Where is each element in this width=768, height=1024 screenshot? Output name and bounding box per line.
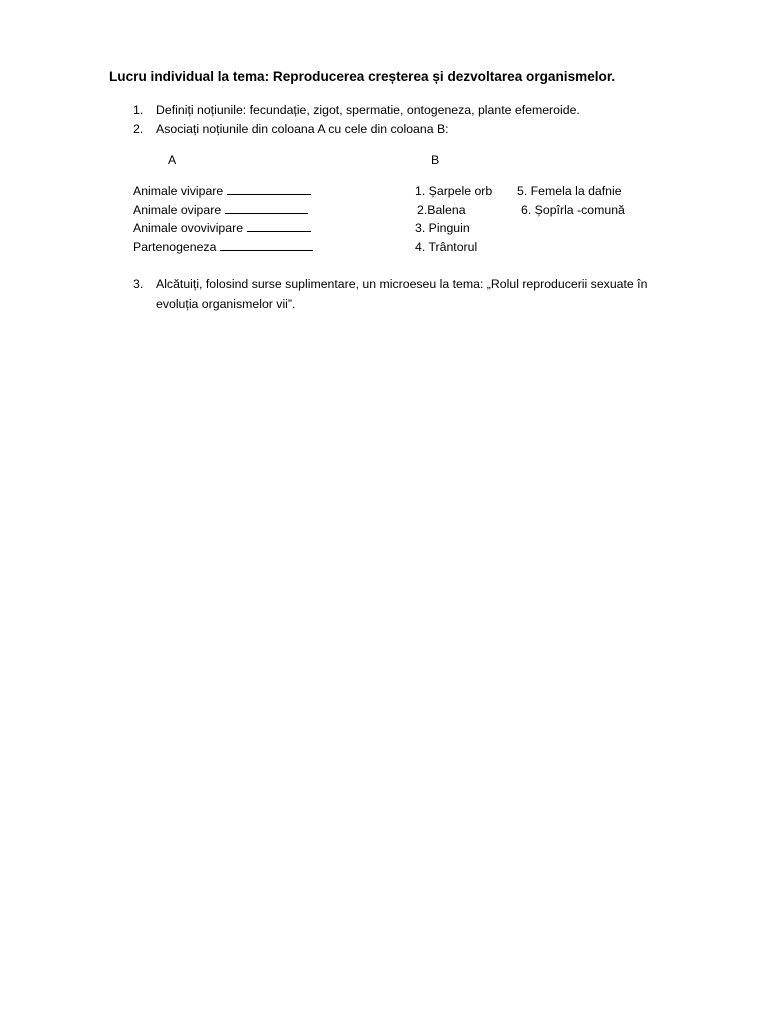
answer-blank[interactable] [225,202,308,214]
column-a-item-label: Animale ovovivipare [133,221,244,235]
task-3-text: Alcătuiți, folosind surse suplimentare, un microeseu la tema: „Rolul reproducerii sexuate în [156,277,648,291]
task-2-number: 2. [133,122,144,136]
column-a-item-label: Animale vivipare [133,184,224,198]
column-a-item-label: Partenogeneza [133,240,217,254]
column-b-item: 4. Trântorul [415,240,478,254]
answer-blank[interactable] [220,239,313,251]
answer-blank[interactable] [247,220,311,232]
task-3-number: 3. [133,277,144,291]
task-1-number: 1. [133,103,144,117]
document-title: Lucru individual la tema: Reproducerea creșterea și dezvoltarea organismelor. [109,69,616,84]
column-a-item [133,239,313,255]
answer-blank[interactable] [227,183,311,195]
column-a-item [133,183,311,199]
column-b-item: 5. Femela la dafnie [517,184,622,198]
column-a-item [133,220,311,236]
column-b-item: 3. Pinguin [415,221,470,235]
column-b-header: B [431,153,440,167]
task-1-text: Definiți noțiunile: fecundație, zigot, spermatie, ontogeneza, plante efemeroide. [156,103,580,117]
column-b-item: 6. Șopîrla -comună [521,203,625,217]
task-2-text: Asociați noțiunile din coloana A cu cele din coloana B: [156,122,449,136]
column-b-item: 1. Șarpele orb [415,184,493,198]
column-a-header: A [168,153,177,167]
task-3-text-continued: evoluția organismelor vii”. [156,297,296,311]
column-a-item [133,202,308,218]
column-a-item-label: Animale ovipare [133,203,222,217]
column-b-item: 2.Balena [417,203,466,217]
